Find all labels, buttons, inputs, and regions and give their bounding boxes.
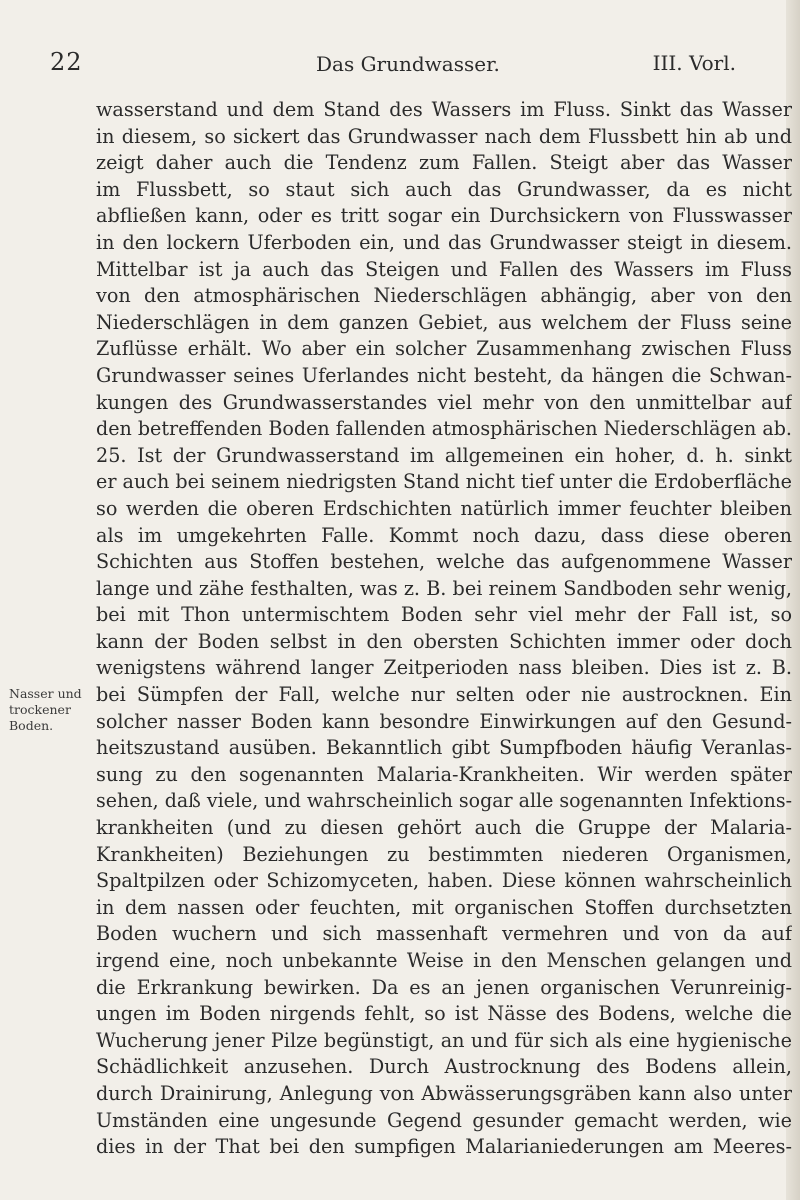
text-line: Spaltpilzen oder Schizomyceten, haben. Diese können wahrscheinlich bbox=[96, 869, 792, 893]
text-line: so werden die oberen Erdschichten natürlich immer feuchter bleiben bbox=[96, 496, 792, 520]
text-line: bei mit Thon untermischtem Boden sehr viel mehr der Fall ist, so bbox=[96, 603, 792, 627]
text-line: als im umgekehrten Falle. Kommt noch dazu, dass diese oberen bbox=[96, 523, 792, 547]
text-line: lange und zähe festhalten, was z. B. bei reinem Sandboden sehr wenig, bbox=[96, 576, 792, 600]
text-line: irgend eine, noch unbekannte Weise in den Menschen gelangen und bbox=[96, 949, 792, 972]
text-line: bei Sümpfen der Fall, welche nur selten oder nie austrocknen. Ein bbox=[96, 683, 792, 707]
text-line: Grundwasser seines Uferlandes nicht besteht, da hängen die Schwan- bbox=[96, 363, 792, 387]
text-line: 25. Ist der Grundwasserstand im allgemeinen ein hoher, d. h. sinkt bbox=[96, 443, 792, 467]
text-line: sung zu den sogenannten Malaria-Krankheiten. Wir werden später bbox=[96, 762, 792, 786]
page-header bbox=[50, 48, 736, 78]
text-line: in diesem, so sickert das Grundwasser nach dem Flussbett hin ab und bbox=[96, 124, 792, 148]
text-line: Boden wuchern und sich massenhaft vermehren und von da auf bbox=[96, 922, 792, 946]
text-line: ungen im Boden nirgends fehlt, so ist Nässe des Bodens, welche die bbox=[96, 1002, 792, 1026]
section-reference: III. Vorl. bbox=[652, 51, 736, 75]
text-line: Niederschlägen in dem ganzen Gebiet, aus welchem der Fluss seine bbox=[96, 310, 792, 334]
margin-note-line: Nasser und bbox=[9, 686, 82, 701]
text-line: Mittelbar ist ja auch das Steigen und Fallen des Wassers im Fluss bbox=[96, 257, 792, 281]
text-line: wenigstens während langer Zeitperioden nass bleiben. Dies ist z. B. bbox=[96, 656, 792, 680]
text-line: im Flussbett, so staut sich auch das Grundwasser, da es nicht bbox=[96, 177, 792, 201]
text-line: abfließen kann, oder es tritt sogar ein Durchsickern von Flusswasser bbox=[96, 204, 792, 228]
text-line: solcher nasser Boden kann besondre Einwirkungen auf den Gesund- bbox=[96, 709, 792, 733]
text-line: sehen, daß viele, und wahrscheinlich sogar alle sogenannten Infektions- bbox=[96, 789, 792, 813]
running-title: Das Grundwasser. bbox=[316, 52, 500, 76]
text-line: Umständen eine ungesunde Gegend gesunder gemacht werden, wie bbox=[96, 1108, 792, 1132]
margin-note-line: Boden. bbox=[9, 718, 54, 733]
text-line: Zuflüsse erhält. Wo aber ein solcher Zusammenhang zwischen Fluss bbox=[96, 337, 792, 361]
text-line: kungen des Grundwasserstandes viel mehr von den unmittelbar auf bbox=[96, 390, 792, 414]
text-line: zeigt daher auch die Tendenz zum Fallen. Steigt aber das Wasser bbox=[96, 151, 792, 175]
text-line: von den atmosphärischen Niederschlägen abhängig, aber von den bbox=[96, 284, 792, 308]
text-line: Wucherung jener Pilze begünstigt, an und für sich als eine hygienische bbox=[96, 1028, 792, 1052]
page-number: 22 bbox=[50, 48, 83, 76]
text-line: in den lockern Uferboden ein, und das Grundwasser steigt in diesem. bbox=[96, 230, 792, 254]
margin-note-line: trockener bbox=[9, 702, 71, 717]
body-text bbox=[96, 97, 792, 1161]
text-line: Krankheiten) Beziehungen zu bestimmten niederen Organismen, bbox=[96, 842, 792, 866]
text-line: in dem nassen oder feuchten, mit organischen Stoffen durchsetzten bbox=[96, 895, 792, 919]
text-line: kann der Boden selbst in den obersten Schichten immer oder doch bbox=[96, 629, 792, 653]
text-line: Schichten aus Stoffen bestehen, welche das aufgenommene Wasser bbox=[96, 550, 792, 574]
text-line: dies in der That bei den sumpfigen Malarianiederungen am Meeres- bbox=[96, 1135, 792, 1159]
text-line: er auch bei seinem niedrigsten Stand nicht tief unter die Erdoberfläche bbox=[96, 470, 792, 494]
margin-note bbox=[9, 686, 84, 734]
text-line: krankheiten (und zu diesen gehört auch die Gruppe der Malaria- bbox=[96, 816, 792, 840]
text-line: Schädlichkeit anzusehen. Durch Austrocknung des Bodens allein, bbox=[96, 1055, 792, 1079]
text-line: wasserstand und dem Stand des Wassers im Fluss. Sinkt das Wasser bbox=[96, 98, 792, 121]
text-line: durch Drainirung, Anlegung von Abwässerungsgräben kann also unter bbox=[96, 1081, 792, 1105]
text-line: die Erkrankung bewirken. Da es an jenen organischen Verunreinig- bbox=[96, 975, 792, 999]
text-line: den betreffenden Boden fallenden atmosphärischen Niederschlägen ab. bbox=[96, 417, 792, 441]
text-line: heitszustand ausüben. Bekanntlich gibt Sumpfboden häufig Veranlas- bbox=[96, 736, 792, 760]
